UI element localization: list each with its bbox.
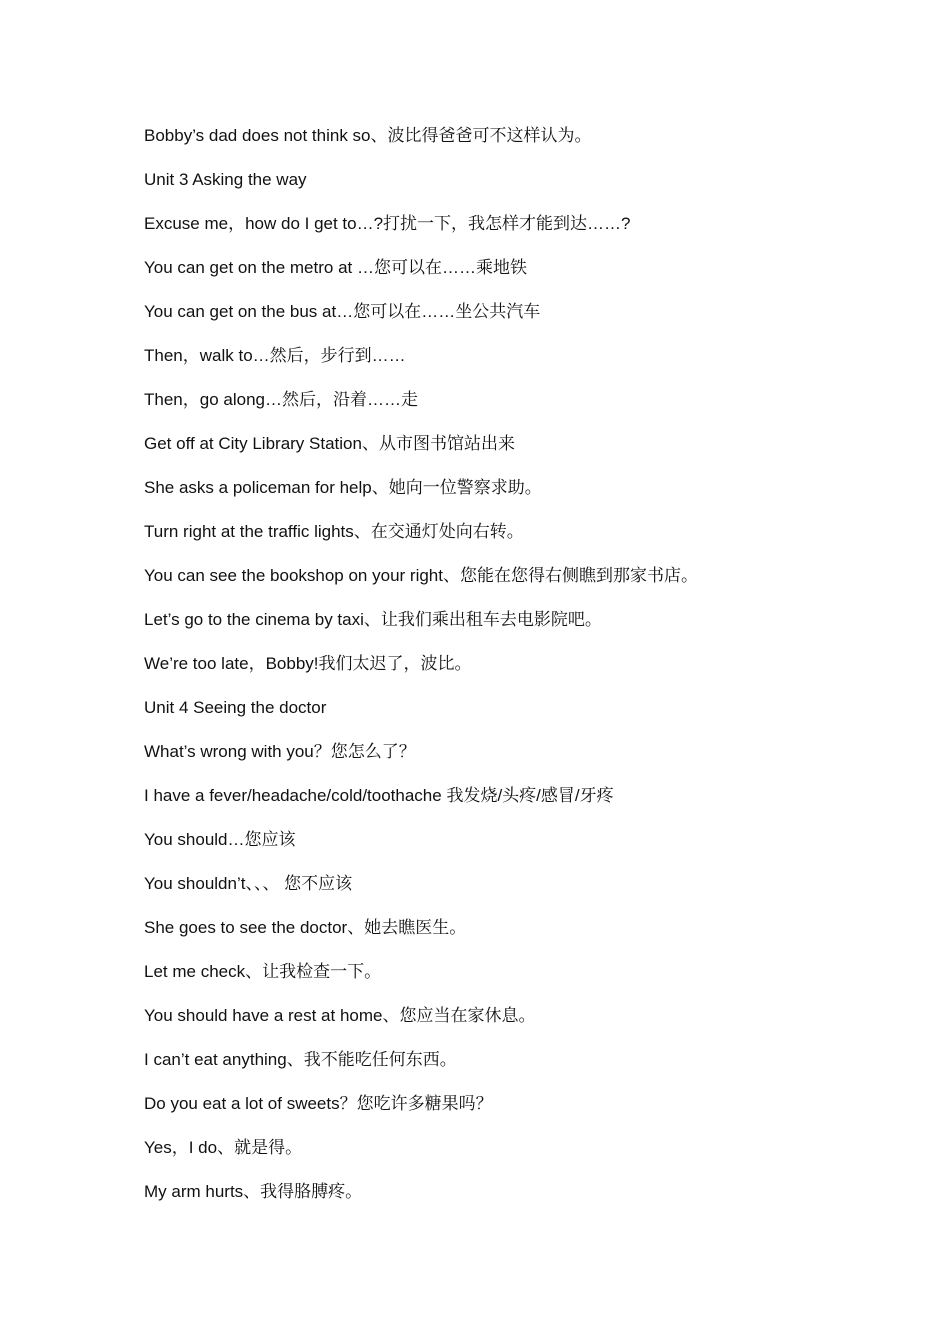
- line-cant-eat: I can’t eat anything、我不能吃任何东西。: [144, 1050, 457, 1069]
- line-yes-i-do: Yes，I do、就是得。: [144, 1138, 303, 1157]
- line-you-shouldnt: You shouldn’t、、、 您不应该: [144, 874, 353, 893]
- line-cinema-taxi: Let’s go to the cinema by taxi、让我们乘出租车去电影院吧。: [144, 610, 602, 629]
- line-too-late: We’re too late，Bobby!我们太迟了，波比。: [144, 654, 472, 673]
- line-you-should: You should…您应该: [144, 830, 296, 849]
- line-whats-wrong: What’s wrong with you？您怎么了？: [144, 742, 416, 761]
- line-walk-to: Then，walk to…然后，步行到……: [144, 346, 406, 365]
- line-bookshop: You can see the bookshop on your right、您能在您得右侧瞧到那家书店。: [144, 566, 698, 585]
- line-turn-right: Turn right at the traffic lights、在交通灯处向右转。: [144, 522, 524, 541]
- line-arm-hurts: My arm hurts、我得胳膊疼。: [144, 1182, 363, 1201]
- unit-4-heading: Unit 4 Seeing the doctor: [144, 698, 327, 717]
- line-metro: You can get on the metro at …您可以在……乘地铁: [144, 258, 527, 277]
- line-see-the-doctor: She goes to see the doctor、她去瞧医生。: [144, 918, 467, 937]
- line-get-off: Get off at City Library Station、从市图书馆站出来: [144, 434, 515, 453]
- line-let-me-check: Let me check、让我检查一下。: [144, 962, 382, 981]
- line-have-a-fever: I have a fever/headache/cold/toothache 我发烧/头疼/感冒/牙疼: [144, 786, 614, 805]
- unit-3-heading: Unit 3 Asking the way: [144, 170, 307, 189]
- line-dad-does-not-think: Bobby’s dad does not think so、波比得爸爸可不这样认为。: [144, 126, 592, 145]
- line-rest-at-home: You should have a rest at home、您应当在家休息。: [144, 1006, 536, 1025]
- line-policeman: She asks a policeman for help、她向一位警察求助。: [144, 478, 542, 497]
- line-bus: You can get on the bus at…您可以在……坐公共汽车: [144, 302, 541, 321]
- line-sweets: Do you eat a lot of sweets？您吃许多糖果吗？: [144, 1094, 493, 1113]
- line-excuse-me: Excuse me，how do I get to…?打扰一下，我怎样才能到达……?: [144, 214, 631, 233]
- line-go-along: Then，go along…然后，沿着……走: [144, 390, 418, 409]
- text-lines: [144, 124, 904, 1224]
